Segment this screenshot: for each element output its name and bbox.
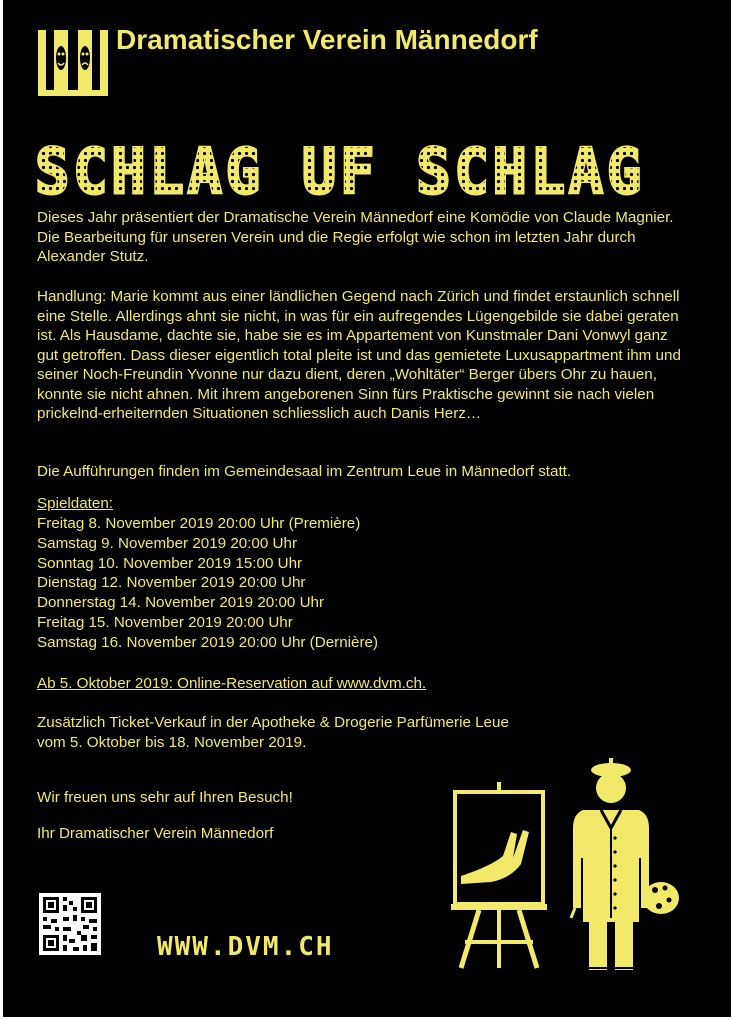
schedule-date: Donnerstag 14. November 2019 20:00 Uhr <box>37 594 325 612</box>
poster <box>3 0 731 1017</box>
reservation-link[interactable]: Ab 5. Oktober 2019: Online-Reservation auf www.dvm.ch. <box>37 675 427 692</box>
qr-code-icon[interactable] <box>39 893 101 955</box>
closing-text: Wir freuen uns sehr auf Ihren Besuch! <box>37 789 293 806</box>
painter-easel-illustration <box>451 758 681 972</box>
schedule-date: Freitag 15. November 2019 20:00 Uhr <box>37 613 293 631</box>
schedule-date: Freitag 8. November 2019 20:00 Uhr (Première) <box>37 515 361 532</box>
schedule-date: Samstag 9. November 2019 20:00 Uhr <box>37 534 298 552</box>
schedule-date: Dienstag 12. November 2019 20:00 Uhr <box>37 574 306 592</box>
schedule-date: Sonntag 10. November 2019 15:00 Uhr <box>37 554 303 572</box>
website-url[interactable]: WWW.DVM.CH <box>157 932 334 962</box>
schedule-list <box>37 514 378 653</box>
org-name: Dramatischer Verein Männedorf <box>116 24 538 55</box>
tickets-line-2: vom 5. Oktober bis 18. November 2019. <box>37 734 307 751</box>
tickets-line-1: Zusätzlich Ticket-Verkauf in der Apotheke & Drogerie Parfümerie Leue <box>37 714 509 731</box>
intro-paragraph: Dieses Jahr präsentiert der Dramatische Verein Männedorf eine Komödie von Claude Magnier. Die Bearbeitung für unseren Verein und die Regie erfolgt wie schon im letzten Jahr durch Alexander Stutz. <box>37 209 674 265</box>
venue-paragraph: Die Aufführungen finden im Gemeindesaal im Zentrum Leue in Männedorf statt. <box>37 463 572 480</box>
plot-paragraph: Handlung: Marie kommt aus einer ländlichen Gegend nach Zürich und findet erstaunlich schnell eine Stelle. Allerdings ahnt sie nicht, in was für ein aufregendes Lügengebilde sie dabei geraten ist. Als Hausdame, dachte sie, habe sie es im Appartement von Kunstmaler Dani Vonwyl ganz gut getroffen. Dass dieser eigentlich total pleite ist und das gemietete Luxusappartment ihm und seiner Noch-Freundin Yvonne nur dazu dient, deren „Wohltäter“ Berger übers Ohr zu hauen, konnte sie nicht ahnen. Mit ihrem angeborenen Sinn fürs Praktische gewinnt sie nach vielen prickelnd-erheiternden Situationen schliesslich auch Danis Herz… <box>37 288 681 422</box>
headline <box>33 136 673 208</box>
schedule-date: Samstag 16. November 2019 20:00 Uhr (Dernière) <box>37 633 379 651</box>
signature: Ihr Dramatischer Verein Männedorf <box>37 825 274 842</box>
theater-masks-logo <box>38 28 108 98</box>
schedule-heading: Spieldaten: <box>37 495 113 512</box>
svg-text:SCHLAG UF SCHLAG: SCHLAG UF SCHLAG <box>35 136 645 208</box>
